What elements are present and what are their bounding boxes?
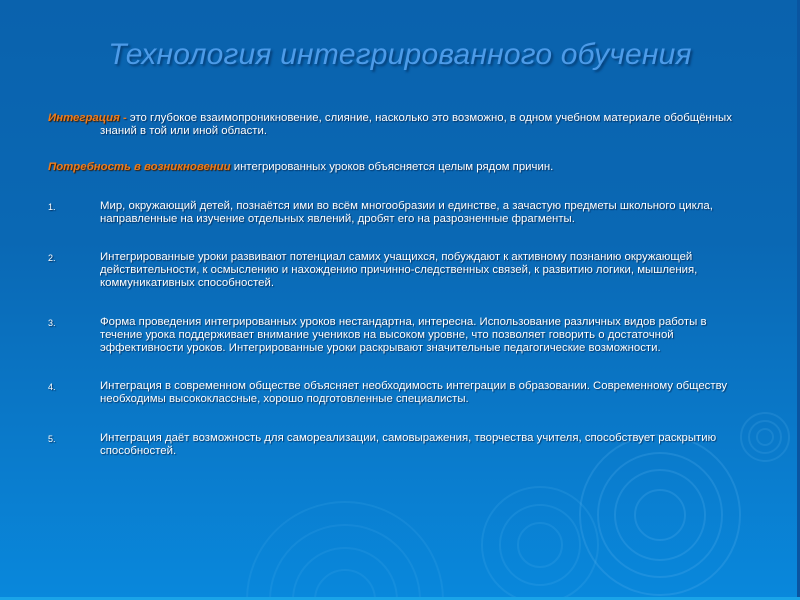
definition-keyword: Интеграция (48, 112, 120, 124)
reason-text: Интеграция даёт возможность для самореализации, самовыражения, творчества учителя, способствует раскрытию способностей. (100, 431, 717, 457)
reason-item-3 (48, 316, 768, 356)
definition-text: это глубокое взаимопроникновение, слияние, насколько это возможно, в одном учебном материале обобщённых знаний в той или иной области. (100, 112, 732, 138)
definition-paragraph (48, 112, 768, 138)
slide-title: Технология интегрированного обучения (108, 38, 692, 71)
reason-item-5 (48, 432, 768, 458)
reason-item-4 (48, 380, 768, 406)
reason-number: 4. (48, 382, 56, 393)
definition-separator: - (119, 112, 130, 124)
slide-body (48, 112, 768, 458)
reason-text: Форма проведения интегрированных уроков нестандартна, интересна. Использование различных видов работы в течение урока поддерживает внимание учеников на высоком уровне, что позволяет говорить о достаточной эффективности уроков. Интегрированные уроки раскрывают значительные педагогические возможности. (100, 315, 707, 355)
reason-item-2 (48, 251, 768, 291)
need-paragraph (48, 161, 768, 174)
reason-text: Интегрированные уроки развивают потенциал самих учащихся, побуждают к активному познанию окружающей действительности, к осмыслению и нахождению причинно-следственных связей, к развитию логики, мышления, коммуникативных способностей. (100, 251, 698, 290)
reason-item-1 (48, 200, 768, 226)
reason-number: 2. (48, 253, 56, 264)
reason-number: 1. (48, 201, 56, 212)
reason-text: Интеграция в современном обществе объясняет необходимость интеграции в образовании. Современному обществу необходимы высококлассные, хорошо подготовленные специалисты. (100, 380, 728, 406)
need-keyword: Потребность в возникновении (48, 161, 231, 174)
reason-number: 3. (48, 317, 56, 328)
reason-number: 5. (48, 433, 56, 444)
reason-text: Мир, окружающий детей, познаётся ими во всём многообразии и единстве, а зачастую предметы школьного цикла, направленные на изучение отдельных явлений, дробят его на разрозненные фрагменты. (100, 199, 713, 225)
need-text: интегрированных уроков объясняется целым рядом причин. (230, 161, 554, 174)
